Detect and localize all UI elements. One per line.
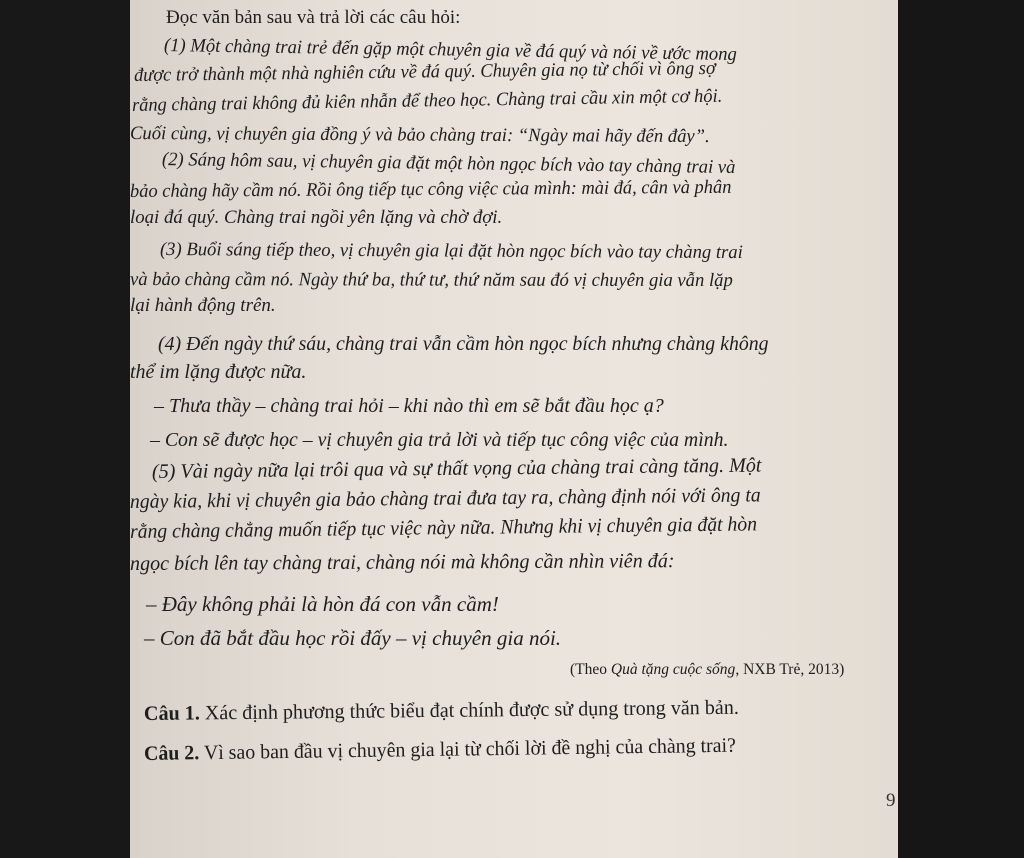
question-2 <box>144 736 736 765</box>
paragraph-3-line-1: (3) Buổi sáng tiếp theo, vị chuyên gia lại đặt hòn ngọc bích vào tay chàng trai <box>159 239 743 264</box>
book-page <box>130 0 898 858</box>
paragraph-5-line-3: rằng chàng chẳng muốn tiếp tục việc này nữa. Nhưng khi vị chuyên gia đặt hòn <box>130 513 758 543</box>
instruction-line: Đọc văn bản sau và trả lời các câu hỏi: <box>166 7 461 28</box>
question-1 <box>144 698 739 725</box>
paragraph-1-line-2: được trở thành một nhà nghiên cứu về đá quý. Chuyên gia nọ từ chối vì ông sợ <box>133 57 716 86</box>
paragraph-2-line-1: (2) Sáng hôm sau, vị chuyên gia đặt một hòn ngọc bích vào tay chàng trai và <box>161 149 736 179</box>
source-title: Quà tặng cuộc sống <box>610 661 736 678</box>
question-2-text: Vì sao ban đầu vị chuyên gia lại từ chối lời đề nghị của chàng trai? <box>203 734 737 765</box>
dialogue-line-3: – Đây không phải là hòn đá con vẫn cầm! <box>146 592 499 616</box>
paragraph-5-line-4: ngọc bích lên tay chàng trai, chàng nói mà không cần nhìn viên đá: <box>130 550 675 575</box>
paragraph-4-line-2: thể im lặng được nữa. <box>130 361 307 383</box>
dialogue-line-1: – Thưa thầy – chàng trai hỏi – khi nào thì em sẽ bắt đầu học ạ? <box>154 395 664 417</box>
paragraph-1-line-4: Cuối cùng, vị chuyên gia đồng ý và bảo chàng trai: “Ngày mai hãy đến đây”. <box>130 123 710 148</box>
paragraph-3-line-2: và bảo chàng cầm nó. Ngày thứ ba, thứ tư, thứ năm sau đó vị chuyên gia vẫn lặp <box>130 269 733 292</box>
source-prefix: (Theo <box>570 661 611 678</box>
paragraph-5-line-2: ngày kia, khi vị chuyên gia bảo chàng trai đưa tay ra, chàng định nói với ông ta <box>130 484 761 513</box>
paragraph-2-line-2: bảo chàng hãy cầm nó. Rồi ông tiếp tục công việc của mình: mài đá, cân và phân <box>130 176 732 202</box>
paragraph-3-line-3: lại hành động trên. <box>130 295 276 316</box>
question-1-text: Xác định phương thức biểu đạt chính được sử dụng trong văn bản. <box>204 696 739 725</box>
source-citation <box>570 662 844 678</box>
left-background <box>0 0 130 858</box>
dialogue-line-4: – Con đã bắt đầu học rồi đấy – vị chuyên gia nói. <box>144 626 562 650</box>
paragraph-2-line-3: loại đá quý. Chàng trai ngồi yên lặng và chờ đợi. <box>130 207 503 228</box>
paragraph-5-line-1: (5) Vài ngày nữa lại trôi qua và sự thất vọng của chàng trai càng tăng. Một <box>151 454 762 483</box>
dialogue-line-2: – Con sẽ được học – vị chuyên gia trả lời và tiếp tục công việc của mình. <box>150 429 729 451</box>
paragraph-4-line-1: (4) Đến ngày thứ sáu, chàng trai vẫn cầm hòn ngọc bích nhưng chàng không <box>158 333 769 355</box>
right-background <box>898 0 1024 858</box>
question-2-label: Câu 2. <box>143 742 200 765</box>
paragraph-1-line-1: (1) Một chàng trai trẻ đến gặp một chuyên gia về đá quý và nói về ước mong <box>163 35 737 65</box>
question-1-label: Câu 1. <box>143 702 200 725</box>
paragraph-1-line-3: rằng chàng trai không đủ kiên nhẫn để theo học. Chàng trai cầu xin một cơ hội. <box>131 85 723 116</box>
source-suffix: , NXB Trẻ, 2013) <box>735 661 845 678</box>
page-number: 9 <box>886 790 896 811</box>
